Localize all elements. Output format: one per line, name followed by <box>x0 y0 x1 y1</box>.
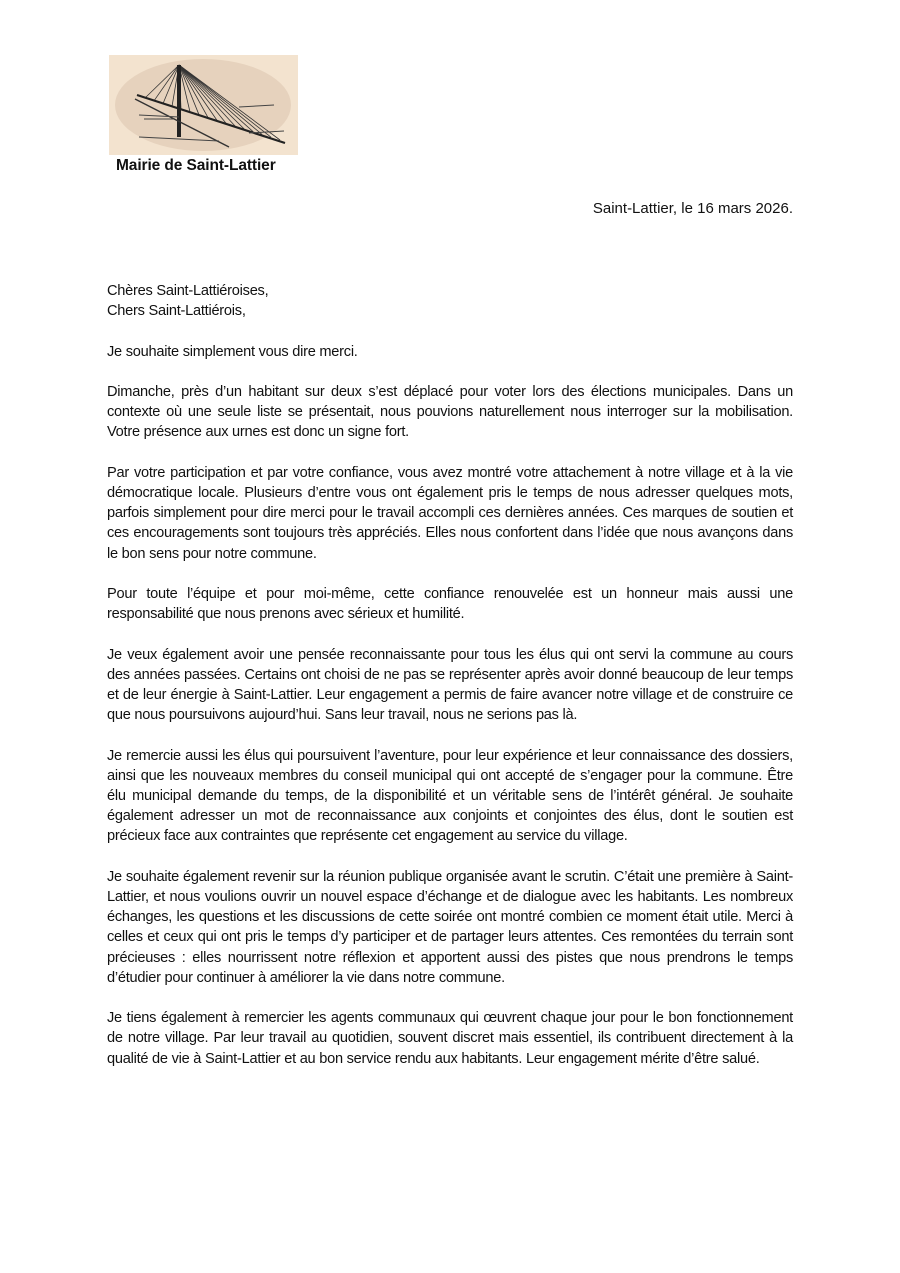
letter-date: Saint-Lattier, le 16 mars 2026. <box>592 200 793 217</box>
municipality-logo <box>109 55 298 155</box>
salutation <box>107 281 793 321</box>
salutation-line: Chers Saint-Lattiérois, <box>107 303 246 320</box>
letter-body <box>107 281 793 1089</box>
paragraph: Je tiens également à remercier les agents communaux qui œuvrent chaque jour pour le bon fonctionnement de notre village. Par leur travail au quotidien, souvent discret mais essentiel, ils contribuent directement à la qualité de vie à Saint-Lattier et au bon service rendu aux habitants. Leur engagement mérite d’être salué. <box>107 1010 793 1067</box>
salutation-line: Chères Saint-Lattiéroises, <box>107 283 269 299</box>
bridge-icon <box>109 55 298 155</box>
paragraph: Pour toute l’équipe et pour moi-même, cette confiance renouvelée est un honneur mais aussi une responsabilité que nous prenons avec sérieux et humilité. <box>107 585 793 623</box>
paragraph: Je souhaite simplement vous dire merci. <box>107 343 358 360</box>
paragraph: Dimanche, près d’un habitant sur deux s’est déplacé pour voter lors des élections municipales. Dans un contexte où une seule liste se présentait, nous pouvions naturellement nous interroger sur la mobilisation. Votre présence aux urnes est donc un signe fort. <box>107 383 793 441</box>
paragraph: Je souhaite également revenir sur la réunion publique organisée avant le scrutin. C’était une première à Saint-Lattier, et nous voulions ouvrir un nouvel espace d’échange et de dialogue avec les habitants. Les nombreux échanges, les questions et les discussions de cette soirée ont montré combien ce moment était utile. Merci à celles et ceux qui ont pris le temps d’y participer et de partager leurs attentes. Ces remontées du terrain sont précieuses : elles nourrissent notre réflexion et apportent aussi des pistes que nous prendrons le temps d’étudier pour continuer à améliorer la vie dans notre commune. <box>107 868 793 986</box>
paragraph: Je veux également avoir une pensée reconnaissante pour tous les élus qui ont servi la commune au cours des années passées. Certains ont choisi de ne pas se représenter après avoir donné beaucoup de leur temps et de leur énergie à Saint-Lattier. Leur engagement a permis de faire avancer notre village et de construire ce que nous poursuivons aujourd’hui. Sans leur travail, nous ne serions pas là. <box>107 646 793 724</box>
paragraph: Je remercie aussi les élus qui poursuivent l’aventure, pour leur expérience et leur connaissance des dossiers, ainsi que les nouveaux membres du conseil municipal qui ont accepté de s’engager pour la commune. Être élu municipal demande du temps, de la disponibilité et un véritable sens de l’intérêt général. Je souhaite également adresser un mot de reconnaissance aux conjoints et conjointes des élus, dont le soutien est précieux face aux contraintes que représente cet engagement au service du village. <box>107 747 793 845</box>
organization-name: Mairie de Saint-Lattier <box>116 157 276 174</box>
paragraph: Par votre participation et par votre confiance, vous avez montré votre attachement à notre village et à la vie démocratique locale. Plusieurs d’entre vous ont également pris le temps de nous adresser quelques mots, parfois simplement pour dire merci pour le travail accompli ces dernières années. Ces marques de soutien et ces encouragements sont toujours très appréciés. Elles nous confortent dans l’idée que nous avançons dans le bon sens pour notre commune. <box>107 464 793 562</box>
